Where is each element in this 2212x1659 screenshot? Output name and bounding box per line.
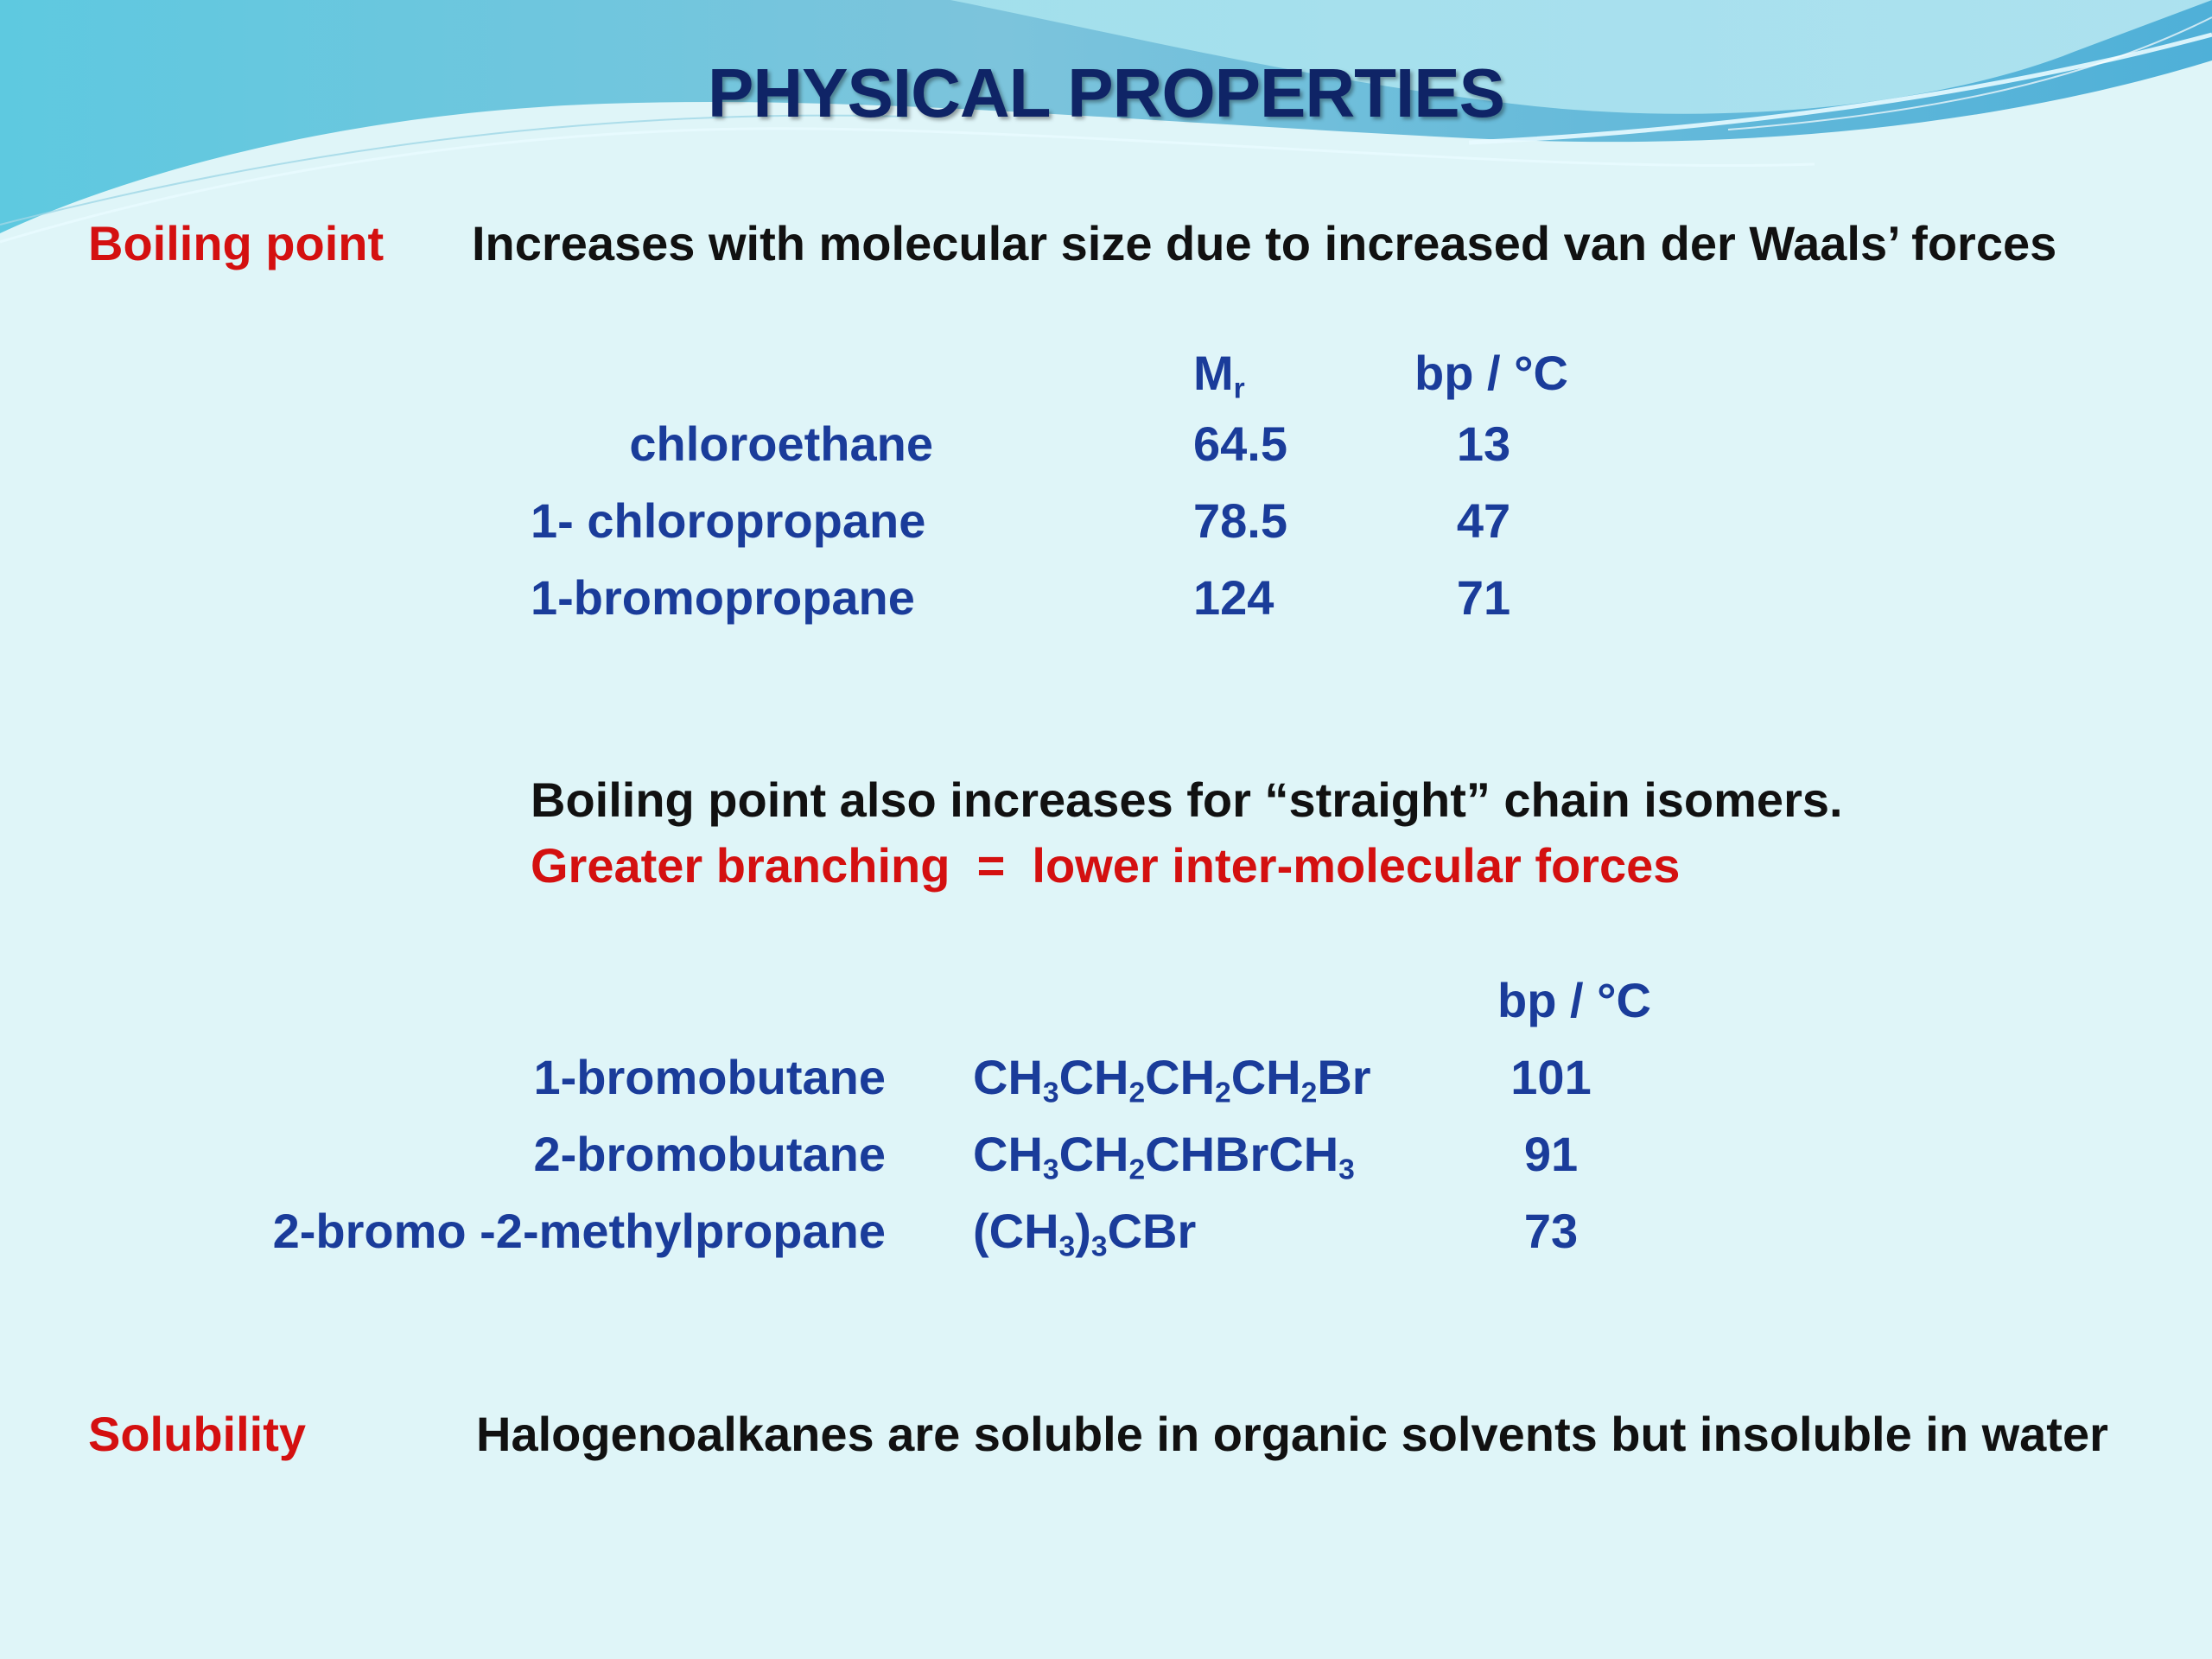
table1-row-bp: 47 xyxy=(1456,493,1511,548)
boiling-point-label: Boiling point xyxy=(88,216,385,270)
boiling-point-statement: Increases with molecular size due to increased van der Waals’ forces xyxy=(472,216,2057,270)
table2-row-formula: $CH_3CH_2CHBrCH_3$ xyxy=(973,1127,1355,1186)
table1-row-name: 1-bromopropane xyxy=(531,570,915,625)
table2-row-formula: $(CH_3)_3CBr$ xyxy=(973,1204,1197,1263)
branching-statement: Boiling point also increases for “straight” chain isomers. xyxy=(531,772,1843,827)
table2-row-name: 2-bromo -2-methylpropane xyxy=(272,1204,886,1258)
table1-row-mr: 64.5 xyxy=(1193,416,1287,471)
slide-title: PHYSICAL PROPERTIES xyxy=(708,54,1504,131)
table2-row-bp: 91 xyxy=(1523,1127,1579,1181)
table1-row-name: chloroethane xyxy=(629,416,933,471)
table2-row-bp: 73 xyxy=(1523,1204,1579,1258)
table2-row-formula: $CH_3CH_2CH_2CH_2Br$ xyxy=(973,1050,1371,1109)
solubility-label: Solubility xyxy=(88,1407,306,1461)
table2-row-bp: 101 xyxy=(1510,1050,1592,1104)
table1-row-bp: 71 xyxy=(1456,570,1511,625)
table1-row-mr: 124 xyxy=(1193,570,1274,625)
table2-row-name: 2-bromobutane xyxy=(533,1127,886,1181)
branching-rule: Greater branching = lower inter-molecular forces xyxy=(531,838,1681,893)
table1-row-mr: 78.5 xyxy=(1193,493,1287,548)
table1-header-bp: bp / °C xyxy=(1414,346,1568,400)
table1-row-bp: 13 xyxy=(1456,416,1511,471)
solubility-statement: Halogenoalkanes are soluble in organic solvents but insoluble in water xyxy=(476,1407,2108,1461)
table2-row-name: 1-bromobutane xyxy=(533,1050,886,1104)
table2-header-bp: bp / °C xyxy=(1497,973,1651,1027)
table1-row-name: 1- chloropropane xyxy=(531,493,926,548)
table1-header-mr: $M_r$ xyxy=(1193,346,1245,405)
